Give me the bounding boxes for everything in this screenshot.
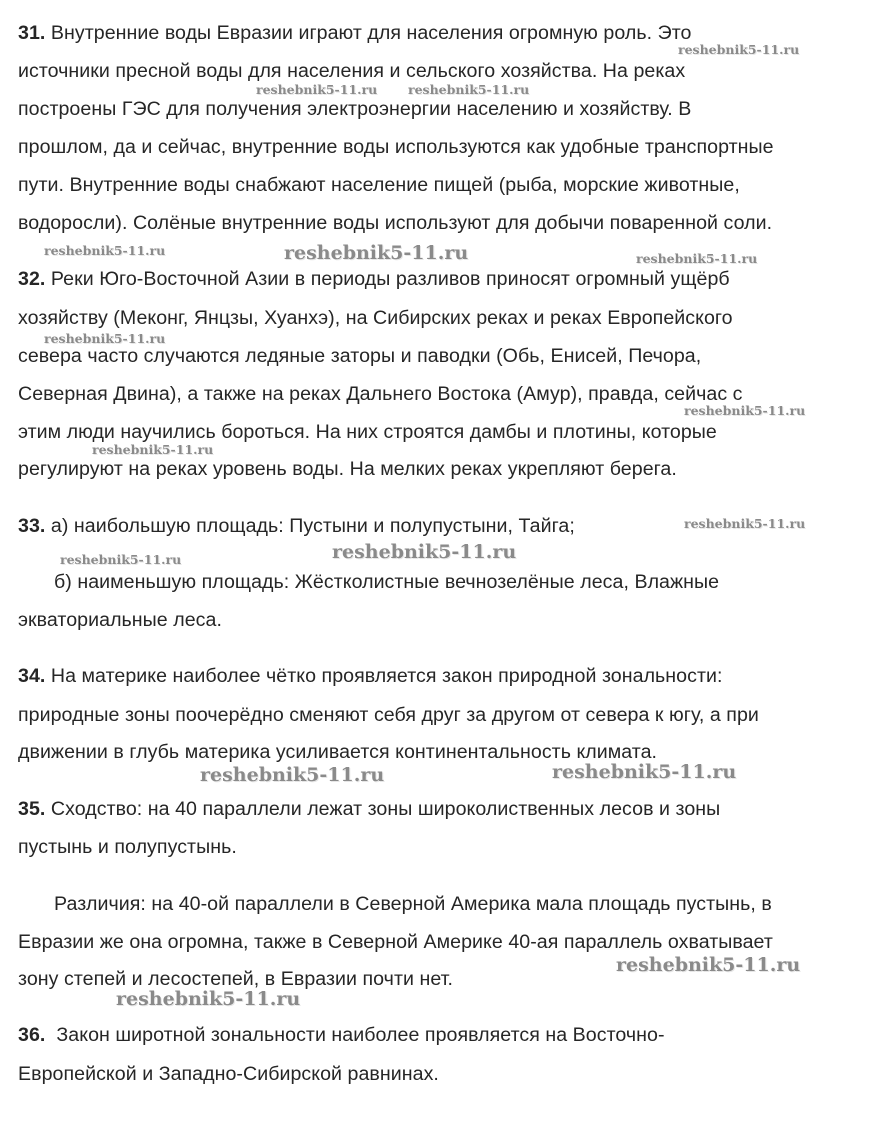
answer-33-line-1: [18, 513, 575, 539]
answer-36-line-1: [18, 1022, 665, 1048]
answer-34-line-1: [18, 663, 722, 689]
watermark: reshebnik5-11.ru: [200, 764, 385, 786]
watermark: reshebnik5-11.ru: [92, 442, 214, 457]
answer-34-text: На материке наиболее чётко проявляется закон природной зональности:: [50, 665, 723, 687]
answer-31-line-4: прошлом, да и сейчас, внутренние воды используются как удобные транспортные: [18, 136, 774, 158]
answer-36-line-2: Европейской и Западно-Сибирской равнинах.: [18, 1063, 439, 1085]
watermark: reshebnik5-11.ru: [678, 42, 800, 57]
watermark: reshebnik5-11.ru: [636, 251, 758, 266]
answer-31-number: 31.: [18, 22, 46, 44]
watermark: reshebnik5-11.ru: [44, 243, 166, 258]
watermark: reshebnik5-11.ru: [256, 82, 378, 97]
answer-35-line-3: Различия: на 40-ой параллели в Северной Америка мала площадь пустынь, в: [54, 893, 772, 915]
answer-34-number: 34.: [18, 665, 46, 687]
answer-33-line-3: экваториальные леса.: [18, 609, 222, 631]
answer-35-line-2: пустынь и полупустынь.: [18, 836, 237, 858]
answer-32-line-4: Северная Двина), а также на реках Дальнего Востока (Амур), правда, сейчас с: [18, 383, 743, 405]
answer-32-text: Реки Юго-Восточной Азии в периоды разливов приносят огромный ущёрб: [50, 268, 730, 290]
answer-36-number: 36.: [18, 1024, 46, 1046]
answer-36-text: Закон широтной зональности наиболее проявляется на Восточно-: [56, 1024, 665, 1046]
answer-34-line-3: движении в глубь материка усиливается континентальность климата.: [18, 741, 658, 763]
watermark: reshebnik5-11.ru: [408, 82, 530, 97]
watermark: reshebnik5-11.ru: [684, 403, 806, 418]
answer-31-line-1: [18, 20, 692, 46]
watermark: reshebnik5-11.ru: [44, 331, 166, 346]
answer-32-line-6: регулируют на реках уровень воды. На мелких реках укрепляют берега.: [18, 458, 677, 480]
answer-31-line-3: построены ГЭС для получения электроэнергии населению и хозяйству. В: [18, 98, 692, 120]
answer-32-line-5: этим люди научились бороться. На них строятся дамбы и плотины, которые: [18, 421, 717, 443]
watermark: reshebnik5-11.ru: [284, 242, 469, 264]
answer-33-text: а) наибольшую площадь: Пустыни и полупустыни, Тайга;: [50, 515, 575, 537]
answer-32-line-3: севера часто случаются ледяные заторы и паводки (Обь, Енисей, Печора,: [18, 345, 702, 367]
answer-33-line-2: б) наименьшую площадь: Жёстколистные вечнозелёные леса, Влажные: [54, 571, 720, 593]
watermark: reshebnik5-11.ru: [684, 516, 806, 531]
watermark: reshebnik5-11.ru: [60, 552, 182, 567]
answer-31-line-5: пути. Внутренние воды снабжают население пищей (рыба, морские животные,: [18, 174, 740, 196]
answer-32-line-1: [18, 266, 730, 292]
answer-35-line-1: [18, 796, 720, 822]
answer-35-line-5: зону степей и лесостепей, в Евразии почти нет.: [18, 968, 453, 990]
answer-35-line-4: Евразии же она огромна, также в Северной Америке 40-ая параллель охватывает: [18, 931, 773, 953]
answer-33-number: 33.: [18, 515, 46, 537]
watermark: reshebnik5-11.ru: [616, 954, 801, 976]
watermark: reshebnik5-11.ru: [552, 761, 737, 783]
answer-31-line-2: источники пресной воды для населения и сельского хозяйства. На реках: [18, 60, 686, 82]
answer-34-line-2: природные зоны поочерёдно сменяют себя друг за другом от севера к югу, а при: [18, 704, 759, 726]
answer-32-number: 32.: [18, 268, 46, 290]
watermark: reshebnik5-11.ru: [116, 988, 301, 1010]
answer-35-text: Сходство: на 40 параллели лежат зоны широколиственных лесов и зоны: [50, 798, 721, 820]
watermark: reshebnik5-11.ru: [332, 541, 517, 563]
answer-35-number: 35.: [18, 798, 46, 820]
answer-31-line-6: водоросли). Солёные внутренние воды используют для добычи поваренной соли.: [18, 212, 773, 234]
answer-32-line-2: хозяйству (Меконг, Янцзы, Хуанхэ), на Сибирских реках и реках Европейского: [18, 307, 733, 329]
answer-31-text: Внутренние воды Евразии играют для населения огромную роль. Это: [50, 22, 692, 44]
